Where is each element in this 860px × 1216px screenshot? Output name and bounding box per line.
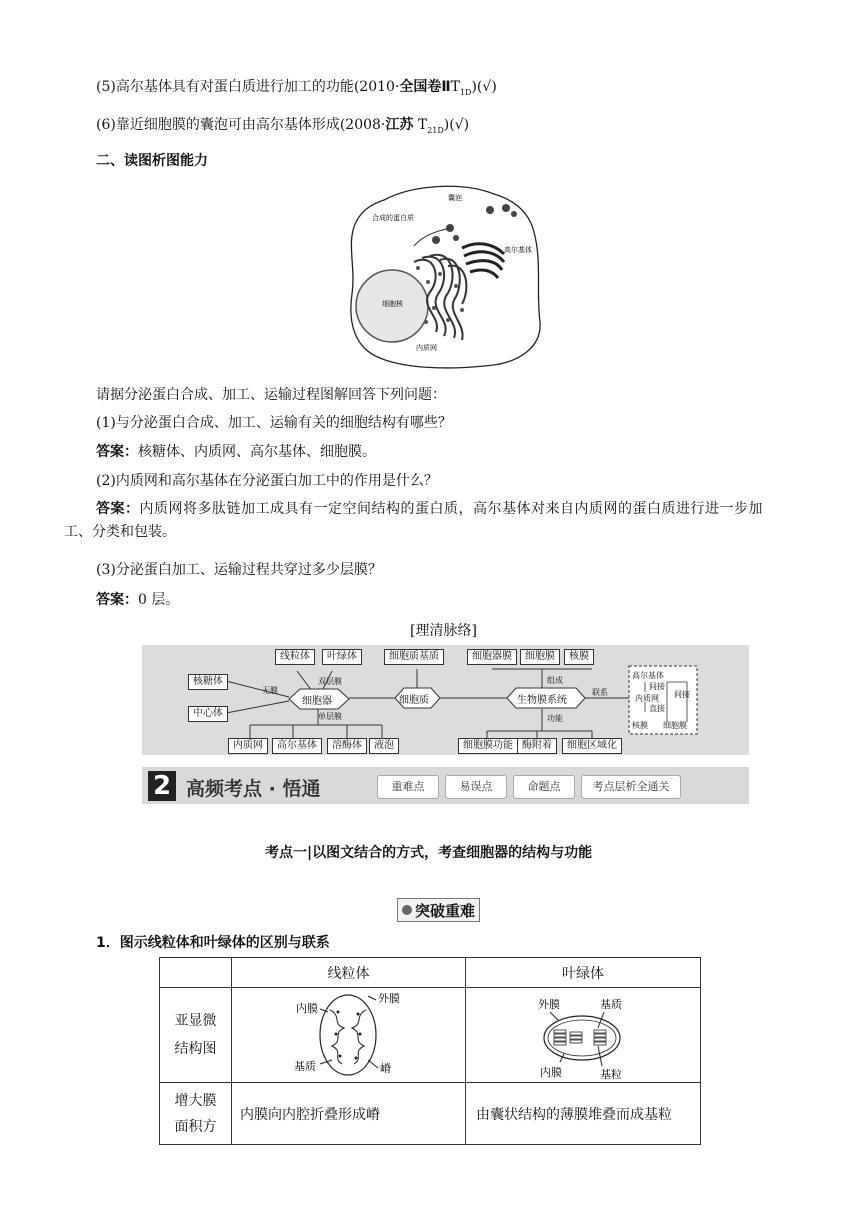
concept-map xyxy=(142,645,749,755)
mito-area-method: 内膜向内腔折叠形成嵴 xyxy=(232,1083,466,1145)
banner-title: 高频考点 · 悟通 xyxy=(186,778,321,800)
golgi-label: 高尔基体 xyxy=(504,246,532,254)
mitochondria-diagram xyxy=(232,988,466,1083)
label-no-membrane: 无膜 xyxy=(262,686,278,695)
question-2: (2)内质网和高尔基体在分泌蛋白加工中的作用是什么？ xyxy=(96,473,438,489)
chloro-granum-label: 基粒 xyxy=(600,1068,622,1081)
node-organelle: 细胞器 xyxy=(302,696,332,707)
box-ribosome: 核糖体 xyxy=(188,674,228,690)
box-centrosome: 中心体 xyxy=(188,706,228,722)
tab-proposition[interactable]: 命题点 xyxy=(513,775,575,799)
box-cell-membrane-function: 细胞膜功能 xyxy=(458,738,518,754)
nucleus-label: 细胞核 xyxy=(382,300,403,308)
tab-key-difficult[interactable]: 重难点 xyxy=(377,775,439,799)
box-matrix: 细胞质基质 xyxy=(384,649,444,665)
chloro-area-method: 由囊状结构的薄膜堆叠而成基粒 xyxy=(466,1083,701,1145)
er-label: 内质网 xyxy=(416,344,437,352)
answer-1: 答案：核糖体、内质网、高尔基体、细胞膜。 xyxy=(96,444,376,460)
section-banner xyxy=(142,767,749,804)
question-1: (1)与分泌蛋白合成、加工、运输有关的细胞结构有哪些？ xyxy=(96,415,452,431)
mito-matrix-label: 基质 xyxy=(294,1060,316,1073)
box-er: 内质网 xyxy=(228,738,268,754)
concept-title: [理清脉络] xyxy=(410,623,477,639)
label-composition: 组成 xyxy=(547,676,563,685)
box-lysosome: 溶酶体 xyxy=(327,738,367,754)
row-structure-label: 亚显微 结构图 xyxy=(160,988,232,1083)
mito-crista-label: 嵴 xyxy=(380,1062,391,1075)
label-double-membrane: 双层膜 xyxy=(318,677,342,686)
node-cytoplasm: 细胞质 xyxy=(399,695,429,706)
chloro-matrix-label: 基质 xyxy=(600,998,622,1011)
label-single-membrane: 单层膜 xyxy=(318,712,342,721)
mito-inner-label: 内膜 xyxy=(296,1002,318,1015)
relation-indirect-2: 间接 xyxy=(674,690,690,699)
relation-nuclear: 核膜 xyxy=(632,721,648,730)
section-1-title: 1．图示线粒体和叶绿体的区别与联系 xyxy=(96,935,330,951)
section-title-2: 二、读图析图能力 xyxy=(96,153,208,169)
topic-1-title: 考点一|以图文结合的方式，考查细胞器的结构与功能 xyxy=(265,845,593,861)
box-nuclear-membrane: 核膜 xyxy=(564,649,594,665)
answer-3: 答案：0 层。 xyxy=(96,592,180,608)
label-function: 功能 xyxy=(547,714,563,723)
tab-error-prone[interactable]: 易误点 xyxy=(445,775,507,799)
header-chloroplast: 叶绿体 xyxy=(466,958,701,988)
protein-label: 合成的蛋白质 xyxy=(372,214,414,222)
relation-direct: 直接 xyxy=(649,704,665,713)
box-mitochondria: 线粒体 xyxy=(275,649,315,665)
relation-golgi: 高尔基体 xyxy=(632,671,664,680)
breakthrough-badge: 突破重难 xyxy=(397,898,480,922)
relation-cellmem: 细胞膜 xyxy=(663,721,687,730)
secretory-protein-cell-figure xyxy=(344,182,544,370)
relation-indirect-1: 间接 xyxy=(649,682,665,691)
node-biomembrane: 生物膜系统 xyxy=(517,695,567,706)
table-corner xyxy=(160,958,232,988)
question-intro: 请据分泌蛋白合成、加工、运输过程图解回答下列问题： xyxy=(96,387,446,403)
item-6: (6)靠近细胞膜的囊泡可由高尔基体形成(2008·江苏 $T_{21D})(√)$ xyxy=(96,117,470,135)
chloroplast-diagram xyxy=(466,988,701,1083)
question-3: (3)分泌蛋白加工、运输过程共穿过多少层膜？ xyxy=(96,562,382,578)
box-compartmentalization: 细胞区域化 xyxy=(562,738,622,754)
box-enzyme-attachment: 酶附着 xyxy=(517,738,557,754)
answer-2-cont: 工、分类和包装。 xyxy=(64,524,176,540)
chevron-down-icon xyxy=(402,905,412,915)
box-cell-membrane: 细胞膜 xyxy=(520,649,560,665)
chloro-inner-label: 内膜 xyxy=(540,1066,562,1079)
row-area-label: 增大膜 面积方 xyxy=(160,1083,232,1145)
box-chloroplast: 叶绿体 xyxy=(322,649,362,665)
label-relation: 联系 xyxy=(592,688,608,697)
chloro-outer-label: 外膜 xyxy=(538,998,560,1011)
box-organelle-membrane: 细胞器膜 xyxy=(467,649,517,665)
relation-er: 内质网 xyxy=(635,694,659,703)
header-mitochondria: 线粒体 xyxy=(232,958,466,988)
mito-outer-label: 外膜 xyxy=(378,992,400,1005)
answer-2: 答案：内质网将多肽链加工成具有一定空间结构的蛋白质，高尔基体对来自内质网的蛋白质进行进一步加 xyxy=(96,501,763,517)
tab-full-pass[interactable]: 考点层析全通关 xyxy=(581,775,681,799)
item-5: (5)高尔基体具有对蛋白质进行加工的功能(2010·全国卷$ⅡT_{1D})(√)$ xyxy=(96,79,497,97)
banner-number: 2 xyxy=(148,771,176,801)
comparison-table xyxy=(159,957,701,1145)
vesicle-label: 囊泡 xyxy=(448,194,462,202)
box-vacuole: 液泡 xyxy=(369,738,399,754)
box-golgi: 高尔基体 xyxy=(272,738,322,754)
